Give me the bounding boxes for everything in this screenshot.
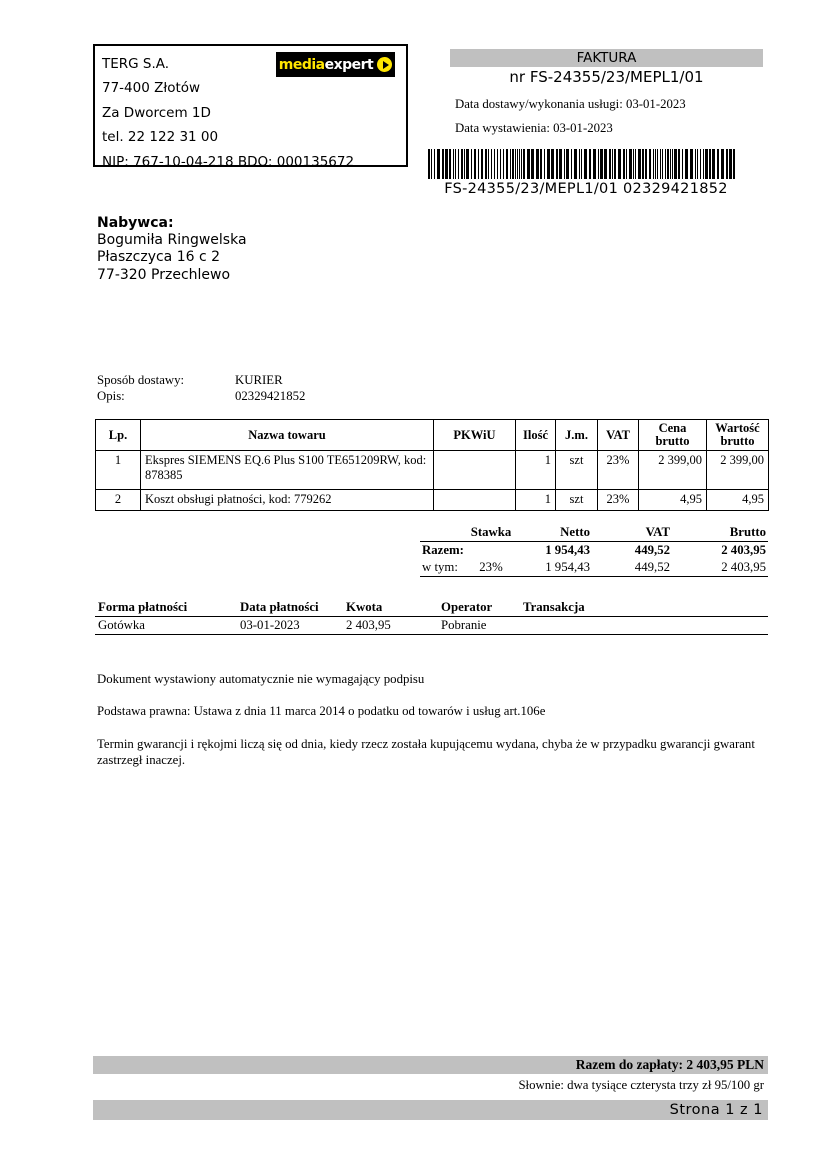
total-due-bar: Razem do zapłaty: 2 403,95 PLN [93,1056,768,1074]
items-table [95,419,769,511]
summary-vatrate-netto: 1 954,43 [517,559,592,577]
item-qty: 1 [516,451,556,490]
summary-vatrate-brutto: 2 403,95 [672,559,768,577]
barcode [428,149,738,179]
summary-total-label: Razem: [422,543,464,557]
payment-table [95,599,768,635]
item-qty: 1 [516,490,556,511]
item-unit: szt [556,490,598,511]
summary-total-vat: 449,52 [634,543,670,557]
summary-header-spacer [420,524,465,542]
items-header-row [96,420,769,451]
summary-vatrate-vat: 449,52 [592,559,672,577]
summary-total-stawka [465,542,517,560]
item-value: 4,95 [707,490,769,511]
summary-header-vat: VAT [592,524,672,542]
delivery-method-label: Sposób dostawy: [97,373,185,387]
issue-date-value: 03-01-2023 [553,121,613,135]
seller-nip-bdo: NIP: 767-10-04-218 BDO: 000135672 [102,153,355,170]
delivery-desc-value: 02329421852 [235,389,306,403]
amount-in-words: Słownie: dwa tysiące czterysta trzy zł 95/100 gr [518,1078,764,1092]
item-lp: 1 [96,451,141,490]
payment-header-date: Data płatności [237,599,343,617]
payment-date: 03-01-2023 [237,617,343,635]
seller-postal-city: 77-400 Złotów [102,80,201,97]
summary-header-brutto: Brutto [672,524,768,542]
note-warranty: Termin gwarancji i rękojmi liczą się od dnia, kiedy rzecz została kupującemu wydana, chyba że w przypadku gwarancji gwarant zastrzegł inaczej. [97,737,755,767]
seller-phone: tel. 22 122 31 00 [102,129,219,146]
summary-vatrate-label: w tym: [420,559,465,577]
payment-header-transaction: Transakcja [520,599,768,617]
item-vat: 23% [598,451,639,490]
item-lp: 2 [96,490,141,511]
issue-date-line [455,121,765,136]
play-icon [377,57,392,72]
col-header-qty: Ilość [516,420,556,451]
summary-total-netto: 1 954,43 [545,543,590,557]
col-header-unit: J.m. [556,420,598,451]
mediaexpert-logo [276,52,395,77]
seller-name: TERG S.A. [102,56,170,72]
col-header-name: Nazwa towaru [141,420,434,451]
col-header-pkwiu: PKWiU [434,420,516,451]
summary-header-netto: Netto [517,524,592,542]
delivery-date-line [455,97,765,112]
buyer-postal-city: 77-320 Przechlewo [97,266,231,283]
item-price: 2 399,00 [639,451,707,490]
item-unit: szt [556,451,598,490]
table-row [96,451,769,490]
buyer-heading: Nabywca: [97,215,174,231]
summary-total-row [420,542,768,560]
payment-header-operator: Operator [438,599,520,617]
vat-summary-table [420,524,768,577]
item-name: Ekspres SIEMENS EQ.6 Plus S100 TE651209RW, kod: 878385 [141,451,434,490]
barcode-bar [733,149,735,179]
payment-row [95,617,768,635]
logo-text-media: media [278,56,325,73]
col-header-vat: VAT [598,420,639,451]
delivery-date-label: Data dostawy/wykonania usługi: [455,97,623,111]
summary-vatrate-row [420,559,768,577]
item-price: 4,95 [639,490,707,511]
delivery-method-row [97,372,437,388]
item-vat: 23% [598,490,639,511]
payment-header-form: Forma płatności [95,599,237,617]
payment-form: Gotówka [95,617,237,635]
page-number-bar: Strona 1 z 1 [93,1100,768,1120]
summary-vatrate-stawka: 23% [465,559,517,577]
item-name: Koszt obsługi płatności, kod: 779262 [141,490,434,511]
col-header-value: Wartość brutto [707,420,769,451]
table-row [96,490,769,511]
buyer-section [97,214,417,284]
summary-total-brutto: 2 403,95 [721,543,766,557]
delivery-date-value: 03-01-2023 [625,97,686,111]
invoice-number: nr FS-24355/23/MEPL1/01 [509,68,704,86]
payment-transaction [520,617,768,635]
item-pkwiu [434,490,516,511]
buyer-name: Bogumiła Ringwelska [97,232,247,248]
delivery-section [97,372,437,404]
delivery-desc-label: Opis: [97,389,125,403]
payment-header-row [95,599,768,617]
payment-header-amount: Kwota [343,599,438,617]
col-header-price: Cena brutto [639,420,707,451]
delivery-desc-row [97,388,437,404]
item-value: 2 399,00 [707,451,769,490]
item-pkwiu [434,451,516,490]
col-header-lp: Lp. [96,420,141,451]
logo-text-expert: expert [324,56,374,73]
summary-header-row [420,524,768,542]
issue-date-label: Data wystawienia: [455,121,550,135]
seller-street: Za Dworcem 1D [102,104,211,121]
payment-operator: Pobranie [438,617,520,635]
delivery-method-value: KURIER [235,373,283,387]
note-legal-basis: Podstawa prawna: Ustawa z dnia 11 marca 2014 o podatku od towarów i usług art.106e [97,704,546,718]
note-auto-document: Dokument wystawiony automatycznie nie wymagający podpisu [97,672,425,686]
summary-header-stawka: Stawka [465,524,517,542]
barcode-caption: FS-24355/23/MEPL1/01 02329421852 [444,181,728,197]
buyer-street: Płaszczyca 16 c 2 [97,249,221,266]
invoice-title-bar: FAKTURA [450,49,763,67]
payment-amount: 2 403,95 [343,617,438,635]
seller-info-box [93,44,408,170]
